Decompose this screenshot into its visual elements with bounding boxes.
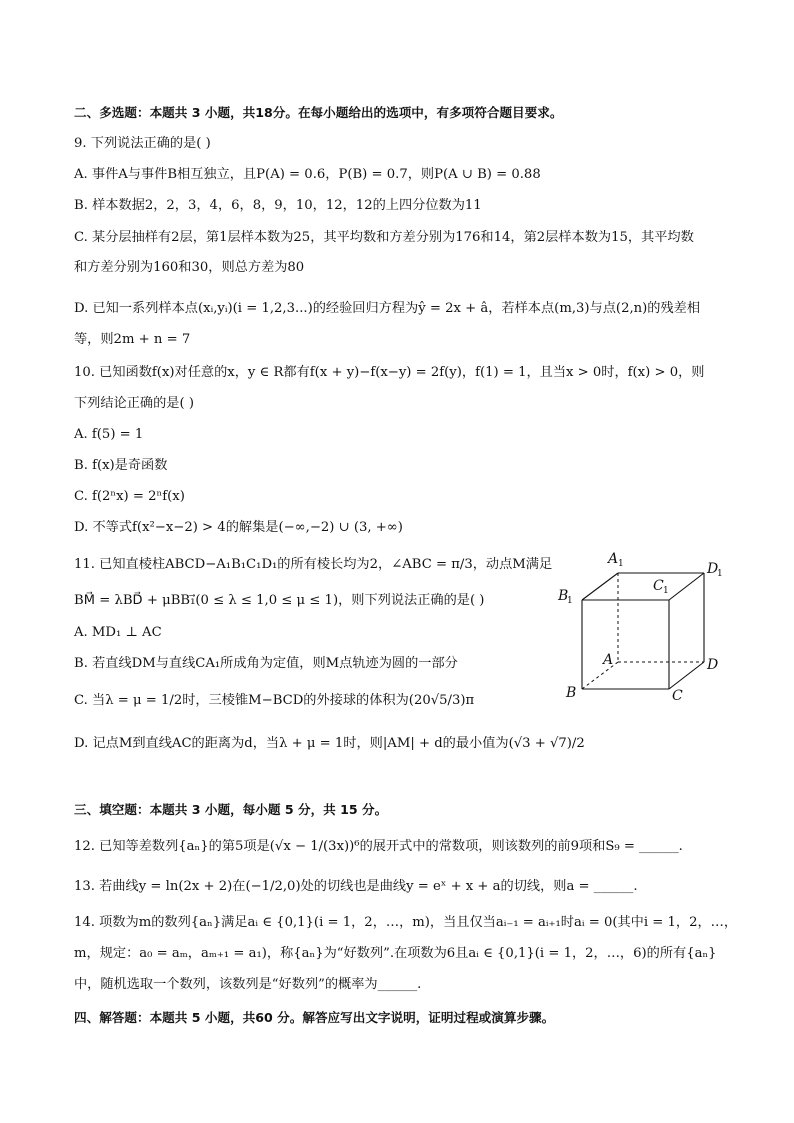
q10-stem-line2: 下列结论正确的是( ) — [74, 396, 194, 411]
q11-option-d: D. 记点M到直线AC的距离为d，当λ + μ = 1时，则|AM| + d的最小值为(√3 + √7)/2 — [74, 736, 585, 751]
q14-line1: 14. 项数为m的数列{aₙ}满足aᵢ ∈ {0,1}(i = 1，2，…，m)，当且仅当aᵢ₋₁ = aᵢ₊₁时aᵢ = 0(其中i = 1，2，…， — [74, 915, 738, 930]
q10-option-b: B. f(x)是奇函数 — [74, 458, 168, 473]
q12-text: 12. 已知等差数列{aₙ}的第5项是(√x − 1/(3x))⁶的展开式中的常数项，则该数列的前9项和S₉ = ______. — [74, 839, 683, 854]
q10-option-d: D. 不等式f(x²−x−2) > 4的解集是(−∞,−2) ∪ (3, +∞) — [74, 520, 403, 535]
q10-stem-line1: 10. 已知函数f(x)对任意的x，y ∈ R都有f(x + y)−f(x−y) = 2f(y)，f(1) = 1，且当x > 0时，f(x) > 0，则 — [74, 365, 705, 380]
vertex-label-a1: A — [608, 551, 619, 567]
vertex-label-a1-sub: 1 — [618, 559, 624, 569]
q11-stem-line2: BM⃗ = λBD⃗ + μBB₁⃗(0 ≤ λ ≤ 1,0 ≤ μ ≤ 1)，则下列说法正确的是( ) — [74, 593, 485, 608]
q13-text: 13. 若曲线y = ln(2x + 2)在(−1/2,0)处的切线也是曲线y = eˣ + x + a的切线，则a = ______. — [74, 879, 638, 894]
vertex-label-d1-sub: 1 — [717, 569, 723, 579]
section-header-answer: 四、解答题：本题共 5 小题，共60 分。解答应写出文字说明，证明过程或演算步骤。 — [74, 1010, 555, 1025]
vertex-label-c1: C — [653, 578, 664, 594]
q10-option-a: A. f(5) = 1 — [74, 427, 144, 442]
q9-option-c-line1: C. 某分层抽样有2层，第1层样本数为25，其平均数和方差分别为176和14，第2层样本数为15，其平均数 — [74, 230, 694, 245]
prism-figure — [552, 545, 732, 705]
section-header-multiple-choice: 二、多选题：本题共 3 小题，共18分。在每小题给出的选项中，有多项符合题目要求。 — [74, 105, 563, 120]
vertex-label-c: C — [672, 688, 683, 704]
q11-option-b: B. 若直线DM与直线CA₁所成角为定值，则M点轨迹为圆的一部分 — [74, 656, 458, 671]
section-header-fill-in: 三、填空题：本题共 3 小题，每小题 5 分，共 15 分。 — [74, 802, 388, 817]
q11-option-c: C. 当λ = μ = 1/2时，三棱锥M−BCD的外接球的体积为(20√5/3)π — [74, 693, 475, 708]
q9-option-a: A. 事件A与事件B相互独立，且P(A) = 0.6，P(B) = 0.7，则P(A ∪ B) = 0.88 — [74, 167, 541, 182]
q11-option-a: A. MD₁ ⊥ AC — [74, 625, 162, 640]
q9-option-b: B. 样本数据2，2，3，4，6，8，9，10，12，12的上四分位数为11 — [74, 198, 482, 213]
q14-line2: m，规定：a₀ = aₘ，aₘ₊₁ = a₁)，称{aₙ}为“好数列”.在项数为6且aᵢ ∈ {0,1}(i = 1，2，…，6)的所有{aₙ} — [74, 946, 717, 961]
prism-hidden-edges — [582, 573, 704, 689]
q9-stem: 9. 下列说法正确的是( ) — [74, 136, 211, 151]
vertex-label-b1: B — [558, 588, 569, 604]
q10-option-c: C. f(2ⁿx) = 2ⁿf(x) — [74, 489, 185, 504]
vertex-label-d1: D — [707, 561, 719, 577]
vertex-label-c1-sub: 1 — [663, 586, 669, 596]
q14-line3: 中，随机选取一个数列，该数列是“好数列”的概率为______. — [74, 977, 422, 992]
q9-option-d-line1: D. 已知一系列样本点(xᵢ,yᵢ)(i = 1,2,3...)的经验回归方程为ŷ = 2x + â，若样本点(m,3)与点(2,n)的残差相 — [74, 301, 701, 316]
q9-option-d-line2: 等，则2m + n = 7 — [74, 332, 191, 347]
q11-stem-line1: 11. 已知直棱柱ABCD−A₁B₁C₁D₁的所有棱长均为2，∠ABC = π/3，动点M满足 — [74, 557, 553, 572]
vertex-label-d: D — [707, 657, 719, 673]
prism-edges — [582, 573, 704, 689]
q9-option-c-line2: 和方差分别为160和30，则总方差为80 — [74, 260, 305, 275]
vertex-label-b: B — [566, 685, 577, 701]
vertex-label-b1-sub: 1 — [567, 596, 573, 606]
vertex-label-a: A — [603, 652, 614, 668]
